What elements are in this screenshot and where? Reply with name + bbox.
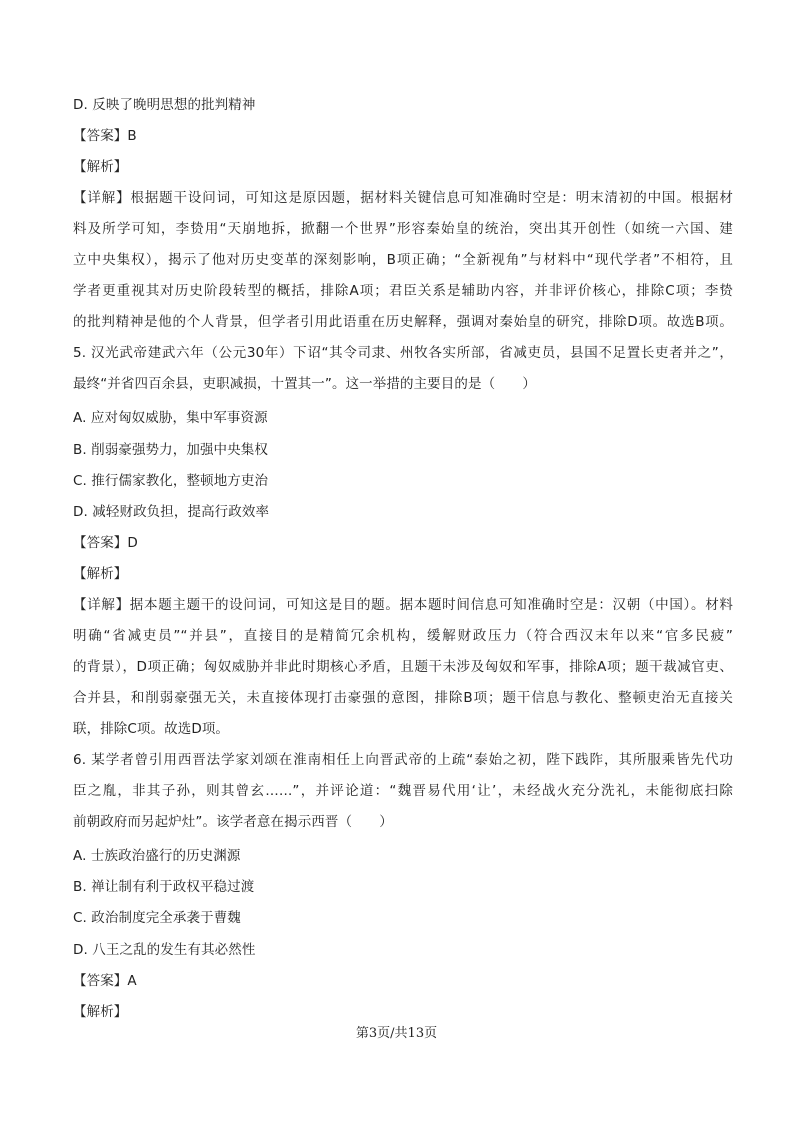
q5-analysis-label: 【解析】 — [73, 566, 128, 582]
q4-detail-line-2: 料及所学可知，李贽用“天崩地拆，掀翻一个世界”形容秦始皇的统治，突出其开创性（如统一六国、建 — [73, 221, 733, 237]
q5-option-a: A. 应对匈奴威胁，集中军事资源 — [73, 410, 268, 426]
page-number: 第3页/共13页 — [355, 1026, 438, 1041]
q6-option-d: D. 八王之乱的发生有其必然性 — [73, 942, 256, 958]
q6-option-c: C. 政治制度完全承袭于曹魏 — [73, 910, 241, 926]
q4-option-d: D. 反映了晚明思想的批判精神 — [73, 97, 256, 113]
q6-answer: 【答案】A — [73, 973, 137, 989]
q4-detail-line-5: 的批判精神是他的个人背景，但学者引用此语重在历史解释，强调对秦始皇的研究，排除D项。故选B项。 — [73, 314, 733, 330]
q6-stem-line-1: 6. 某学者曾引用西晋法学家刘颂在淮南相任上向晋武帝的上疏“泰始之初，陛下践阼，其所服乘皆先代功 — [73, 752, 733, 768]
q5-option-c: C. 推行儒家教化，整顿地方吏治 — [73, 473, 269, 489]
q4-analysis-label: 【解析】 — [73, 159, 128, 175]
q6-stem-line-3: 前朝政府而另起炉灶”。该学者意在揭示西晋（ ） — [73, 814, 393, 830]
q6-option-a: A. 士族政治盛行的历史渊源 — [73, 848, 241, 864]
q5-detail-line-4: 合并县，和削弱豪强无关，未直接体现打击豪强的意图，排除B项；题干信息与教化、整顿吏治无直接关 — [73, 690, 733, 706]
q6-option-b: B. 禅让制有利于政权平稳过渡 — [73, 879, 255, 895]
q5-detail-line-2: 明确“省减吏员”“并县”，直接目的是精简冗余机构，缓解财政压力（符合西汉末年以来“官多民疲” — [73, 628, 733, 644]
q4-detail-line-4: 学者更重视其对历史阶段转型的概括，排除A项；君臣关系是辅助内容，并非评价核心，排除C项；李贽 — [73, 283, 733, 299]
q4-detail-line-1: 【详解】根据题干设问词，可知这是原因题，据材料关键信息可知准确时空是：明末清初的中国。根据材 — [73, 190, 733, 206]
q4-detail-line-3: 立中央集权），揭示了他对历史变革的深刻影响，B项正确；“全新视角”与材料中“现代学者”不相符，且 — [73, 252, 733, 268]
q4-answer: 【答案】B — [73, 128, 137, 144]
q5-option-d: D. 减轻财政负担，提高行政效率 — [73, 504, 270, 520]
q5-stem-line-2: 最终“并省四百余县，吏职减损，十置其一”。这一举措的主要目的是（ ） — [73, 376, 536, 392]
q5-stem-line-1: 5. 汉光武帝建武六年（公元30年）下诏“其令司隶、州牧各实所部，省减吏员，县国不足置长吏者并之”， — [73, 345, 733, 361]
q5-answer: 【答案】D — [73, 535, 138, 551]
q5-option-b: B. 削弱豪强势力，加强中央集权 — [73, 442, 268, 458]
q6-analysis-label: 【解析】 — [73, 1004, 128, 1020]
q5-detail-line-5: 联，排除C项。故选D项。 — [73, 721, 230, 737]
q5-detail-line-1: 【详解】据本题主题干的设问词，可知这是目的题。据本题时间信息可知准确时空是：汉朝（中国）。材料 — [73, 597, 733, 613]
q5-detail-line-3: 的背景），D项正确；匈奴威胁并非此时期核心矛盾，且题干未涉及匈奴和军事，排除A项；题干裁减官吏、 — [73, 659, 733, 675]
q6-stem-line-2: 臣之胤，非其子孙，则其曾玄……”，并评论道：“魏晋易代用‘让’，未经战火充分洗礼，未能彻底扫除 — [73, 783, 733, 799]
